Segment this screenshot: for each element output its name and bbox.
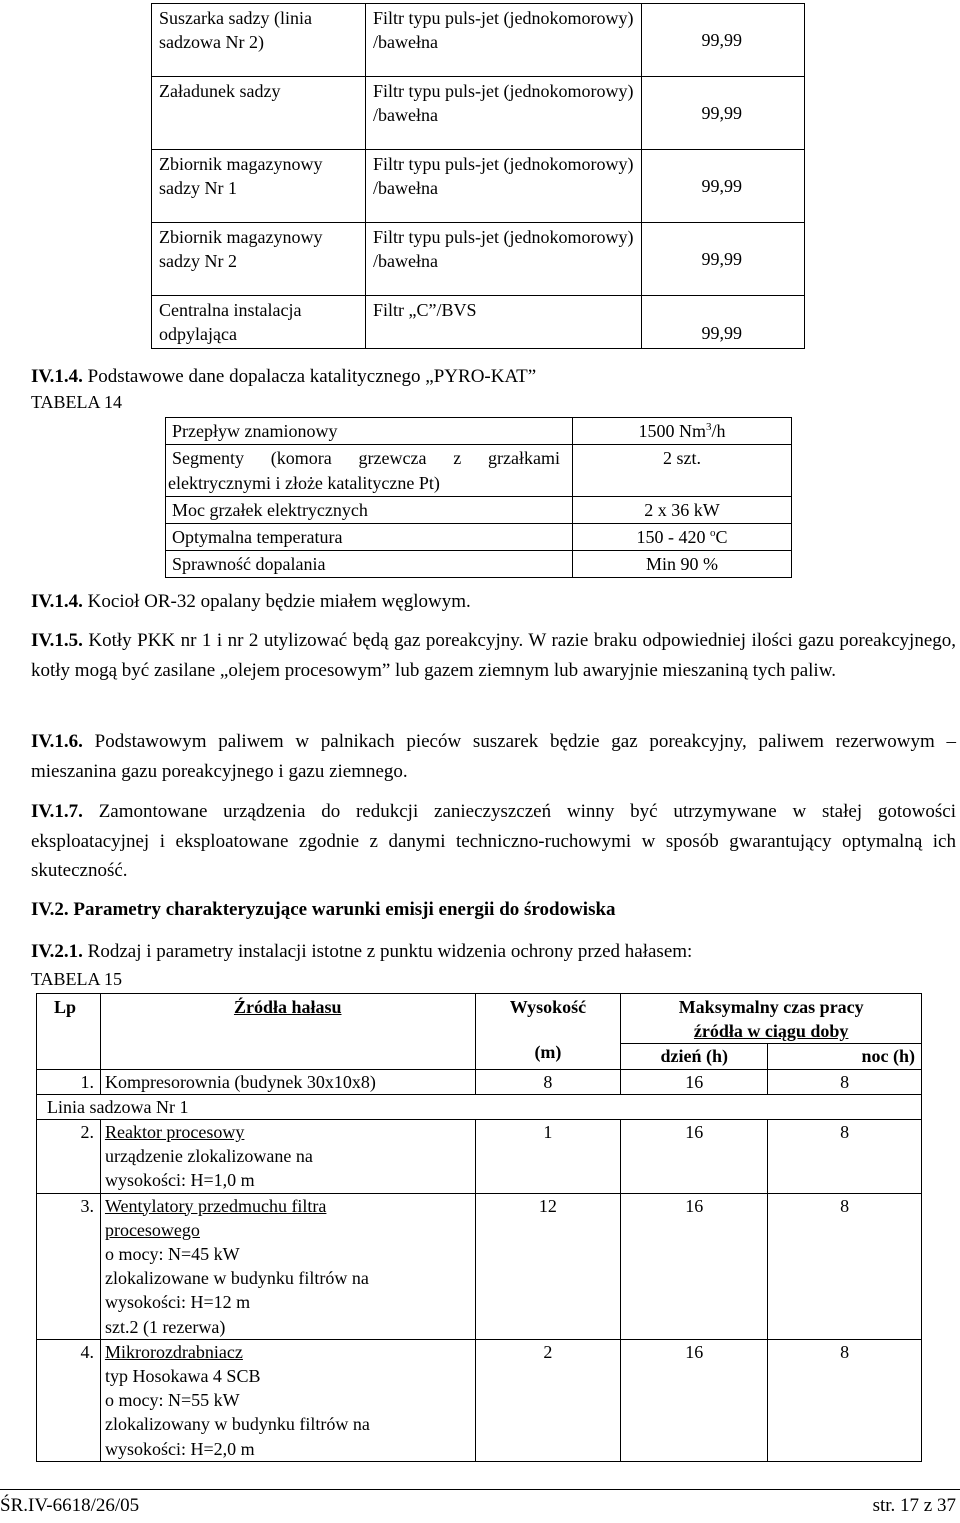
source-desc: zlokalizowane w budynku filtrów na: [104, 1268, 369, 1289]
value-unit: C: [715, 527, 728, 547]
efficiency-cell: 99,99: [642, 4, 805, 77]
table-row: [152, 4, 805, 77]
row-night: 8: [768, 1069, 922, 1094]
row-night: 8: [768, 1120, 922, 1194]
table-row: [37, 1120, 922, 1194]
section-number: IV.1.5.: [31, 630, 83, 651]
superscript: o: [709, 527, 716, 539]
row-height: 2: [475, 1339, 621, 1461]
row-lp: 3.: [37, 1193, 101, 1339]
row-night: 8: [768, 1339, 922, 1461]
row-day: 16: [621, 1069, 768, 1094]
table-row: [152, 150, 805, 223]
source-cell: Zbiornik magazynowy sadzy Nr 1: [152, 150, 366, 223]
header-text: Wysokość: [509, 997, 587, 1017]
row-source: [100, 1120, 475, 1194]
label-line: elektrycznymi i złoże katalityczne Pt): [168, 473, 440, 493]
section-number: IV.1.6.: [31, 731, 83, 752]
table-row: [37, 1193, 922, 1339]
table-row: [37, 1069, 922, 1094]
filters-table: [151, 3, 805, 349]
header-text: Źródła hałasu: [233, 997, 342, 1017]
param-value: 2 x 36 kW: [573, 497, 792, 524]
section-label: Linia sadzowa Nr 1: [37, 1094, 922, 1119]
row-lp: 2.: [37, 1120, 101, 1194]
row-day: 16: [621, 1120, 768, 1194]
table-section-row: [37, 1094, 922, 1119]
value-text: 150 - 420: [636, 527, 710, 547]
header-text: Maksymalny czas pracy: [678, 997, 864, 1017]
table-row: [37, 1339, 922, 1461]
source-cell: Załadunek sadzy: [152, 77, 366, 150]
table-label: TABELA 15: [31, 969, 123, 989]
header-lp: Lp: [37, 994, 101, 1070]
value-text: 1500 Nm: [638, 421, 706, 441]
table-row: [166, 524, 792, 551]
section-title: Podstawowe dane dopalacza katalitycznego „PYRO-KAT”: [82, 366, 537, 387]
table-row: [166, 497, 792, 524]
source-desc: o mocy: N=45 kW: [104, 1244, 240, 1265]
paragraph: [31, 797, 956, 886]
table-label: TABELA 14: [31, 392, 123, 412]
page-number: str. 17 z 37: [872, 1495, 956, 1516]
param-label: Przepływ znamionowy: [166, 418, 573, 445]
param-label: Optymalna temperatura: [166, 524, 573, 551]
header-height: [475, 994, 621, 1070]
section-number: IV.1.7.: [31, 801, 83, 822]
table-15: [36, 993, 922, 1462]
source-desc: zlokalizowany w budynku filtrów na: [104, 1414, 370, 1435]
filter-cell: Filtr typu puls-jet (jednokomorowy) /bawełna: [366, 150, 642, 223]
paragraph: [31, 626, 956, 685]
source-desc: wysokości: H=2,0 m: [104, 1438, 255, 1459]
source-cell: Zbiornik magazynowy sadzy Nr 2: [152, 223, 366, 296]
filter-cell: Filtr typu puls-jet (jednokomorowy) /bawełna: [366, 77, 642, 150]
header-unit: (m): [534, 1042, 562, 1063]
footer-divider: [0, 1489, 960, 1490]
row-height: 8: [475, 1069, 621, 1094]
source-desc: urządzenie zlokalizowane na: [104, 1146, 313, 1167]
source-name: Mikrorozdrabniacz: [104, 1341, 243, 1362]
efficiency-cell: 99,99: [642, 223, 805, 296]
source-name: Wentylatory przedmuchu filtra: [104, 1195, 327, 1216]
row-height: 1: [475, 1120, 621, 1194]
param-value: Min 90 %: [573, 551, 792, 578]
table-header-row: [37, 994, 922, 1044]
param-label: Sprawność dopalania: [166, 551, 573, 578]
paragraph: [31, 727, 956, 786]
section-heading: [31, 940, 956, 964]
paragraph: [31, 587, 956, 617]
label-line: Segmenty (komora grzewcza z grzałkami: [172, 448, 560, 468]
row-day: 16: [621, 1193, 768, 1339]
filter-cell: Filtr typu puls-jet (jednokomorowy) /bawełna: [366, 223, 642, 296]
paragraph-text: Zamontowane urządzenia do redukcji zanieczyszczeń winny być utrzymywane w stałej gotowości eksploatacyjnej i eksploatowane zgodnie z danymi techniczno-ruchowymi w sposób gwarantujący optymalną ich skuteczność.: [31, 801, 956, 881]
filter-cell: Filtr „C”/BVS: [366, 296, 642, 349]
section-number: IV.1.4.: [31, 366, 83, 387]
section-title: Rodzaj i parametry instalacji istotne z punktu widzenia ochrony przed hałasem:: [82, 941, 693, 962]
param-value: [573, 524, 792, 551]
header-max-time: [621, 994, 922, 1044]
row-lp: 4.: [37, 1339, 101, 1461]
row-source: [100, 1339, 475, 1461]
header-day: dzień (h): [621, 1044, 768, 1069]
section-heading: IV.2. Parametry charakteryzujące warunki emisji energii do środowiska: [31, 899, 616, 920]
source-name: procesowego: [104, 1219, 200, 1240]
document-reference: ŚR.IV-6618/26/05: [0, 1495, 140, 1516]
header-source: [100, 994, 475, 1070]
param-value: 2 szt.: [573, 445, 792, 497]
param-label: Moc grzałek elektrycznych: [166, 497, 573, 524]
row-source: Kompresorownia (budynek 30x10x8): [100, 1069, 475, 1094]
paragraph-text: Podstawowym paliwem w palnikach pieców suszarek będzie gaz poreakcyjny, paliwem rezerwowym – mieszanina gazu poreakcyjnego i gazu ziemnego.: [31, 731, 956, 782]
param-label: [166, 445, 573, 497]
table-row: [152, 296, 805, 349]
source-cell: Centralna instalacja odpylająca: [152, 296, 366, 349]
row-source: [100, 1193, 475, 1339]
paragraph-text: Kotły PKK nr 1 i nr 2 utylizować będą gaz poreakcyjny. W razie braku odpowiedniej ilości gazu poreakcyjnego, kotły mogą być zasilane „olejem procesowym” lub gazem ziemnym lub awaryjnie mieszaniną tych paliw.: [31, 630, 956, 681]
table-row: [166, 551, 792, 578]
source-desc: szt.2 (1 rezerwa): [104, 1316, 226, 1337]
section-heading: [31, 365, 536, 389]
source-desc: wysokości: H=12 m: [104, 1292, 251, 1313]
efficiency-cell: 99,99: [642, 150, 805, 223]
section-number: IV.2.1.: [31, 941, 83, 962]
source-desc: o mocy: N=55 kW: [104, 1390, 240, 1411]
table-row: [152, 223, 805, 296]
value-unit: /h: [711, 421, 726, 441]
table-row: [166, 418, 792, 445]
table-row: [152, 77, 805, 150]
row-night: 8: [768, 1193, 922, 1339]
source-cell: Suszarka sadzy (linia sadzowa Nr 2): [152, 4, 366, 77]
efficiency-cell: 99,99: [642, 296, 805, 349]
param-value: [573, 418, 792, 445]
efficiency-cell: 99,99: [642, 77, 805, 150]
section-number: IV.1.4.: [31, 591, 83, 612]
source-desc: typ Hosokawa 4 SCB: [104, 1366, 261, 1387]
header-text: źródła w ciągu doby: [693, 1021, 849, 1042]
table-14: [165, 417, 792, 578]
superscript: 3: [705, 421, 712, 433]
table-row: [166, 445, 792, 497]
source-name: Reaktor procesowy: [104, 1122, 245, 1143]
row-height: 12: [475, 1193, 621, 1339]
paragraph-text: Kocioł OR-32 opalany będzie miałem węglowym.: [82, 591, 471, 612]
row-day: 16: [621, 1339, 768, 1461]
filter-cell: Filtr typu puls-jet (jednokomorowy) /bawełna: [366, 4, 642, 77]
row-lp: 1.: [37, 1069, 101, 1094]
source-desc: wysokości: H=1,0 m: [104, 1170, 255, 1191]
header-night: noc (h): [768, 1044, 922, 1069]
